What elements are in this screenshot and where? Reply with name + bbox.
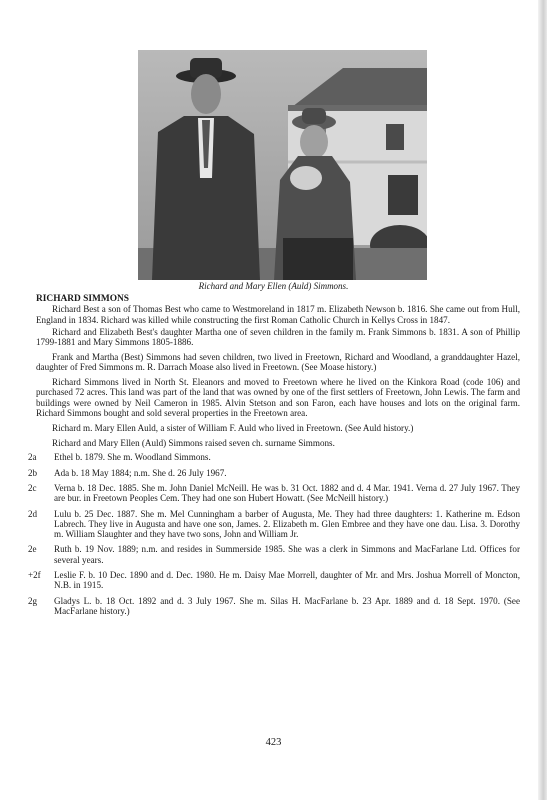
paragraph: Richard Best a son of Thomas Best who came to Westmoreland in 1817 m. Elizabeth Newson b. 1816. She came out from Hull, England in 1834. Richard was killed while constructing the first Roman Catholic Church in Kellys Cross in 1847.	[36, 304, 520, 325]
child-entry	[28, 595, 520, 617]
paragraph: Richard m. Mary Ellen Auld, a sister of William F. Auld who lived in Freetown. (See Auld history.)	[52, 422, 414, 433]
paragraph: Richard and Elizabeth Best's daughter Martha one of seven children in the family m. Frank Simmons b. 1831. A son of Phillip 1799-1881 and Mary Simmons 1805-1886.	[36, 326, 520, 348]
child-number: 2b	[28, 467, 38, 478]
child-text: Gladys L. b. 18 Oct. 1892 and d. 3 July 1967. She m. Silas H. MacFarlane b. 23 Apr. 1889 and d. 18 Sept. 1970. (See MacFarlane history.)	[54, 595, 520, 616]
page-edge-shadow	[538, 0, 547, 800]
child-entry	[28, 570, 520, 591]
paragraph: Richard and Mary Ellen (Auld) Simmons raised seven ch. surname Simmons.	[52, 437, 335, 448]
child-entry	[28, 482, 520, 504]
child-number: 2d	[28, 508, 38, 519]
portrait-photo	[138, 50, 427, 280]
photo-illustration	[138, 50, 427, 280]
child-text: Leslie F. b. 10 Dec. 1890 and d. Dec. 1980. He m. Daisy Mae Morrell, daughter of Mr. and Mrs. Joshua Morrell of Moncton, N.B. in 1915.	[54, 570, 520, 591]
paragraph: Richard Simmons lived in North St. Eleanors and moved to Freetown where he lived on the Kinkora Road (code 106) and purchased 72 acres. This land was part of the land that was owned by one of the first settlers of Freetown, John Lewis. The farm and buildings were owned by Neil Cameron in 1985. Alvin Stetson and son Faron, each have houses and lots on the original farm. Richard Simmons bought and sold several properties in the Freetown area.	[36, 377, 520, 418]
paragraph: Frank and Martha (Best) Simmons had seven children, two lived in Freetown, Richard and Woodland, a granddaughter Hazel, daughter of Fred Simmons m. R. Darrach Moase also lived in Freetown. (See Moase history.)	[36, 351, 520, 373]
child-entry	[28, 467, 520, 478]
child-number: 2a	[28, 452, 37, 463]
child-entry	[28, 508, 520, 540]
child-number: 2g	[28, 595, 38, 606]
child-number: +2f	[28, 570, 41, 581]
child-entry	[28, 544, 520, 565]
child-text: Verna b. 18 Dec. 1885. She m. John Daniel McNeill. He was b. 31 Oct. 1882 and d. 4 Mar. 1941. Verna d. 27 July 1967. They are bur. in Freetown Peoples Cem. They had one son Hubert Howatt. (See McNeill history.)	[54, 482, 520, 504]
child-text: Ada b. 18 May 1884; n.m. She d. 26 July 1967.	[54, 467, 227, 478]
child-entry	[28, 452, 520, 463]
child-number: 2e	[28, 544, 37, 555]
child-text: Ethel b. 1879. She m. Woodland Simmons.	[54, 452, 211, 463]
child-number: 2c	[28, 482, 37, 493]
photo-caption: Richard and Mary Ellen (Auld) Simmons.	[198, 281, 349, 291]
page-number: 423	[265, 737, 282, 748]
section-heading: RICHARD SIMMONS	[36, 294, 129, 304]
child-text: Lulu b. 25 Dec. 1887. She m. Mel Cunningham a barber of Augusta, Me. They had three daughters: 1. Katherine m. Edson Labrech. They live in Augusta and have one son, James. 2. Elizabeth m. Glen Embree and they have one dau. Lisa. 3. Dorothy m. William Slaughter and they have two sons, John and William Jr.	[54, 508, 520, 540]
article-body	[28, 294, 520, 621]
child-text: Ruth b. 19 Nov. 1889; n.m. and resides in Summerside 1985. She was a clerk in Simmons and MacFarlane Ltd. Offices for several years.	[54, 544, 520, 565]
